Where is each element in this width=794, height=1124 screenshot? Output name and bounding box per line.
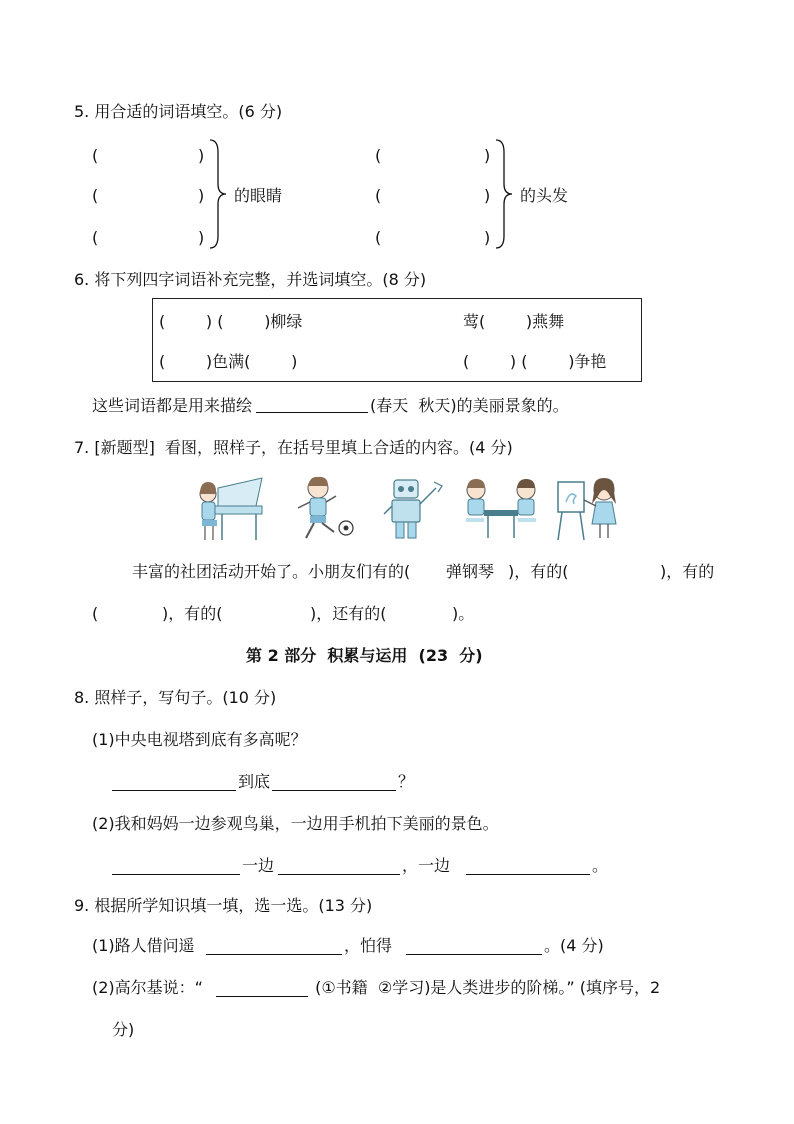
q7-line2-part-c: )，还有的( [310,604,387,623]
q7-line2-end: )。 [452,604,475,623]
q6-word-2[interactable]: 莺( )燕舞 [463,312,565,331]
q5-right-blank-1-close: ) [484,146,491,165]
q6-title: 6. 将下列四字词语补充完整，并选词填空。(8 分) [74,270,427,289]
robot-image [380,474,450,542]
q7-line2-part-b: )，有的( [162,604,223,623]
q8-answer-1a-line[interactable] [112,790,236,791]
q9-s1-end: 。(4 分) [544,936,604,955]
q7-line1-end: )，有的 [660,562,715,581]
q5-left-blank-2-open[interactable]: ( [92,186,99,205]
q5-left-blank-2-close: ) [198,186,205,205]
q6-word-1[interactable]: ( ) ( )柳绿 [159,312,303,331]
q8-example-2: (2)我和妈妈一边参观鸟巢，一边用手机拍下美丽的景色。 [92,814,499,833]
q5-right-suffix: 的头发 [520,186,569,205]
q8-answer-1-mid: 到底 [238,772,271,791]
q5-right-blank-2-close: ) [484,186,491,205]
q7-example-answer: 弹钢琴 [446,562,495,581]
q5-right-brace-icon [494,138,514,250]
q9-s1-blank-1[interactable] [206,954,342,955]
q9-s2-text: (①书籍 ②学习)是人类进步的阶梯。” (填序号，2 [310,978,661,997]
q8-answer-2a-line[interactable] [112,874,240,875]
q6-sentence-start: 这些词语都是用来描绘 [92,396,253,415]
q6-sentence-end: (春天 秋天)的美丽景象的。 [370,396,569,415]
q8-answer-2-end: 。 [592,856,609,875]
q5-right-blank-2-open[interactable]: ( [375,186,382,205]
q6-answer-line[interactable] [256,412,368,413]
q5-right-blank-1-open[interactable]: ( [375,146,382,165]
q8-example-1: (1)中央电视塔到底有多高呢？ [92,730,307,749]
q7-line1-mid: )，有的( [508,562,569,581]
q8-answer-2c-line[interactable] [466,874,590,875]
q8-answer-2b-line[interactable] [278,874,400,875]
q7-line2-open[interactable]: ( [92,604,99,623]
q5-left-brace-icon [208,138,228,250]
q8-answer-1b-line[interactable] [272,790,396,791]
q5-left-blank-3-open[interactable]: ( [92,228,99,247]
q5-left-blank-1-open[interactable]: ( [92,146,99,165]
q9-s2-blank[interactable] [216,996,308,997]
piano-girl-image [196,474,266,542]
part2-heading: 第 2 部分 积累与运用 (23 分) [246,646,483,665]
q8-answer-2-mid2: ，一边 [402,856,451,875]
q5-title: 5. 用合适的词语填空。(6 分) [74,102,283,121]
chess-kids-image [462,474,542,542]
q9-s1-mid: ，怕得 [344,936,393,955]
q8-answer-1-end: ？ [398,772,415,791]
q7-title: 7. [新题型] 看图，照样子，在括号里填上合适的内容。(4 分) [74,438,513,457]
q9-s1-blank-2[interactable] [406,954,542,955]
q5-left-blank-3-close: ) [198,228,205,247]
painting-girl-image [554,474,624,542]
q9-s1-start: (1)路人借问遥 [92,936,195,955]
q8-answer-2-mid1: 一边 [242,856,275,875]
q8-title: 8. 照样子，写句子。(10 分) [74,688,277,707]
soccer-boy-image [288,474,358,542]
q9-s2-start: (2)高尔基说：“ [92,978,203,997]
q5-left-suffix: 的眼睛 [234,186,283,205]
q6-word-box [152,298,642,382]
q5-right-blank-3-open[interactable]: ( [375,228,382,247]
q6-word-3[interactable]: ( )色满( ) [159,352,298,371]
q9-s2-end: 分) [112,1020,135,1039]
q6-word-4[interactable]: ( ) ( )争艳 [463,352,607,371]
q5-left-blank-1-close: ) [198,146,205,165]
q5-right-blank-3-close: ) [484,228,491,247]
q9-title: 9. 根据所学知识填一填，选一选。(13 分) [74,896,373,915]
q7-line1-start: 丰富的社团活动开始了。小朋友们有的( [132,562,411,581]
